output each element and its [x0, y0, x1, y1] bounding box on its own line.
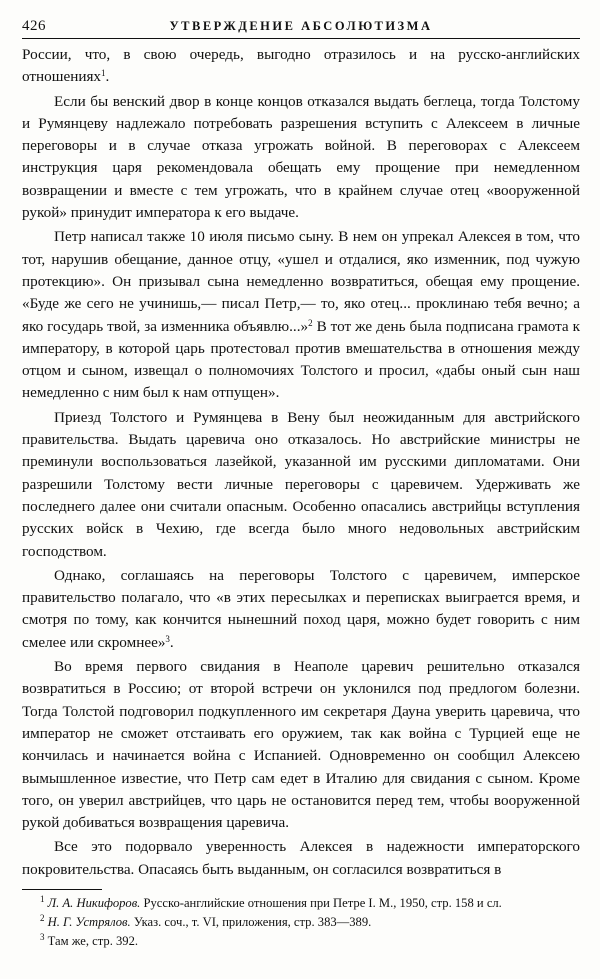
- page-number: 426: [22, 18, 46, 34]
- footnote: $^2$ Н. Г. Устрялов. Указ. соч., т. VI, приложения, стр. 383—389.: [40, 913, 372, 929]
- footnote-ref[interactable]: 1: [101, 68, 106, 79]
- running-title: УТВЕРЖДЕНИЕ АБСОЛЮТИЗМА: [169, 19, 433, 33]
- paragraph: России, что, в свою очередь, выгодно отразилось и на русско-английских отношениях$^1$.: [22, 46, 580, 86]
- paragraph: Если бы венский двор в конце концов отказался выдать беглеца, тогда Толстому и Румянцеву надлежало потребовать разрешения вступить с Алексеем в личные переговоры и в случае отказа угрожать войной. В переговорах с Алексеем инструкция царя рекомендовала обещать ему прощение при немедленном возвращении и вместе с тем угрожать, что в крайнем случае отец «вооруженной рукой» принудит императора к его выдаче.: [22, 92, 580, 222]
- paragraph: Все это подорвало уверенность Алексея в надежности императорского покровительства. Опасаясь быть выданным, он согласился возвратиться в: [22, 838, 580, 878]
- footnote-ref[interactable]: 2: [308, 317, 313, 328]
- paragraph: Петр написал также 10 июля письмо сыну. В нем он упрекал Алексея в том, что тот, нарушив обещание, данное отцу, «ушел и отдалися, яко изменник, под чужую протекцию». Он призывал сына немедленно возвратиться, обещая ему прощение. «Буде же сего не учинишь,— писал Петр,— то, яко отец... проклинаю тебя вечно; а яко государь твой, за изменника объявлю...»$^2$ В тот же день была подписана грамота к императору, в которой царь протестовал против вмешательства в отношения между отцом и сыном, извещал о полномочиях Толстого и просил, «дабы оный сын наш немедленно с ним был к нам отпущен».: [22, 228, 580, 402]
- paragraph: Приезд Толстого и Румянцева в Вену был неожиданным для австрийского правительства. Выдать царевича оно отказалось. Но австрийские министры не преминули воспользоваться лазейкой, указанной им русскими дипломатами. Они разрешили Толстому вести личные переговоры с царевичем. Удерживать же последнего далее они считали опасным. Особенно опасались австрийцы вступления русских войск в Чехию, где всегда было много недовольных австрийским господством.: [22, 408, 580, 560]
- body-text: [22, 44, 580, 883]
- footnote: $^1$ Л. А. Никифоров. Русско-английские отношения при Петре I. М., 1950, стр. 158 и сл.: [40, 894, 502, 910]
- footnotes: [22, 894, 580, 951]
- footnote: $^3$ Там же, стр. 392.: [40, 932, 139, 948]
- paragraph: Однако, соглашаясь на переговоры Толстого с царевичем, имперское правительство полагало, что «в этих пересылках и переписках выиграется время, и смотря по тому, как кончится нынешний поход царя, можно будет говорить с ним смелее или скромнее»$^3$.: [22, 566, 580, 651]
- footnote-ref[interactable]: 3: [165, 633, 170, 644]
- page-header: [22, 14, 580, 39]
- paragraph: Во время первого свидания в Неаполе царевич решительно отказался возвратиться в Россию; от второй встречи он уклонился под предлогом болезни. Тогда Толстой подговорил подкупленного им секретаря Дауна уверить царевича, что император не сможет отстаивать его оружием, так как война с Турцией еще не кончилась и начинается война с Испанией. Одновременно он сообщил Алексею вымышленное известие, что Петр сам едет в Италию для свидания с сыном. Кроме того, он уверил австрийцев, что царь не остановится перед тем, чтобы вооруженной рукой добиваться возвращения царевича.: [22, 658, 580, 832]
- footnote-divider: [22, 889, 102, 890]
